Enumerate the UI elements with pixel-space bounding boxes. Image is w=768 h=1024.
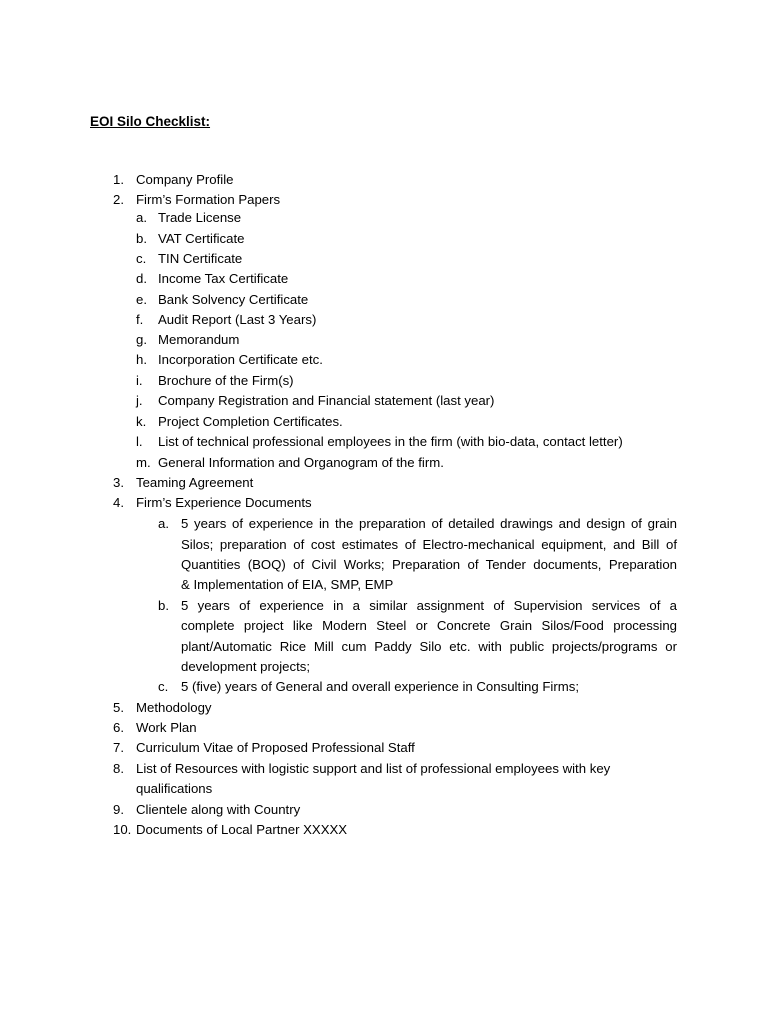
list-text: Firm’s Experience Documents <box>136 495 312 510</box>
paragraph-line: Silos; preparation of cost estimates of Electro-mechanical equipment, and Bill of <box>181 537 677 552</box>
list-number: 10. <box>113 822 132 837</box>
list-text: Company Profile <box>136 172 234 187</box>
list-text: Clientele along with Country <box>136 802 301 817</box>
sub-list-letter: j. <box>136 393 143 408</box>
paragraph-line: & Implementation of EIA, SMP, EMP <box>181 577 394 592</box>
list-text: Work Plan <box>136 720 197 735</box>
list-number: 1. <box>113 172 124 187</box>
sub-list-letter: b. <box>158 598 169 613</box>
list-number: 6. <box>113 720 124 735</box>
sub-list-letter: e. <box>136 292 147 307</box>
sub-list-text: List of technical professional employees in the firm (with bio-data, contact letter) <box>158 434 623 449</box>
document-title: EOI Silo Checklist: <box>90 114 211 129</box>
list-number: 8. <box>113 761 124 776</box>
paragraph-line: complete project like Modern Steel or Concrete Grain Silos/Food processing <box>181 618 677 633</box>
paragraph-line: 5 years of experience in the preparation of detailed drawings and design of grain <box>181 516 677 531</box>
sub-list-text: TIN Certificate <box>158 251 243 266</box>
sub-list-text: Brochure of the Firm(s) <box>158 373 294 388</box>
sub-list-letter: i. <box>136 373 143 388</box>
sub-list-letter: a. <box>158 516 169 531</box>
sub-list-letter: b. <box>136 231 147 246</box>
list-text: List of Resources with logistic support and list of professional employees with key <box>136 761 611 776</box>
sub-list-letter: l. <box>136 434 143 449</box>
list-text: Firm’s Formation Papers <box>136 192 281 207</box>
sub-list-text: Company Registration and Financial statement (last year) <box>158 393 495 408</box>
sub-list-text: Memorandum <box>158 332 240 347</box>
list-text: Teaming Agreement <box>136 475 254 490</box>
sub-list-letter: g. <box>136 332 147 347</box>
list-number: 4. <box>113 495 124 510</box>
sub-list-text: Bank Solvency Certificate <box>158 292 309 307</box>
sub-list-letter: h. <box>136 352 147 367</box>
list-text: Methodology <box>136 700 212 715</box>
sub-list-letter: a. <box>136 210 147 225</box>
sub-list-text: Trade License <box>158 210 242 225</box>
list-number: 7. <box>113 740 124 755</box>
list-text: Curriculum Vitae of Proposed Professional Staff <box>136 740 415 755</box>
sub-list-letter: f. <box>136 312 144 327</box>
paragraph-line: plant/Automatic Rice Mill cum Paddy Silo etc. with public projects/programs or <box>181 639 677 654</box>
paragraph-line: Quantities (BOQ) of Civil Works; Preparation of Tender documents, Preparation <box>181 557 677 572</box>
sub-list-text: 5 (five) years of General and overall experience in Consulting Firms; <box>181 679 580 694</box>
sub-list-letter: c. <box>136 251 147 266</box>
sub-list-letter: c. <box>158 679 169 694</box>
paragraph-line: 5 years of experience in a similar assignment of Supervision services of a <box>181 598 677 613</box>
list-number: 9. <box>113 802 124 817</box>
sub-list-letter: m. <box>136 455 151 470</box>
list-number: 2. <box>113 192 124 207</box>
sub-list-text: General Information and Organogram of the firm. <box>158 455 444 470</box>
sub-list-text: VAT Certificate <box>158 231 245 246</box>
sub-list-text: Audit Report (Last 3 Years) <box>158 312 317 327</box>
list-number: 3. <box>113 475 124 490</box>
paragraph-line: development projects; <box>181 659 311 674</box>
sub-list-text: Project Completion Certificates. <box>158 414 343 429</box>
sub-list-text: Income Tax Certificate <box>158 271 289 286</box>
list-number: 5. <box>113 700 124 715</box>
sub-list-letter: k. <box>136 414 147 429</box>
sub-list-letter: d. <box>136 271 147 286</box>
list-text: qualifications <box>136 781 213 796</box>
list-text: Documents of Local Partner XXXXX <box>136 822 348 837</box>
sub-list-text: Incorporation Certificate etc. <box>158 352 323 367</box>
